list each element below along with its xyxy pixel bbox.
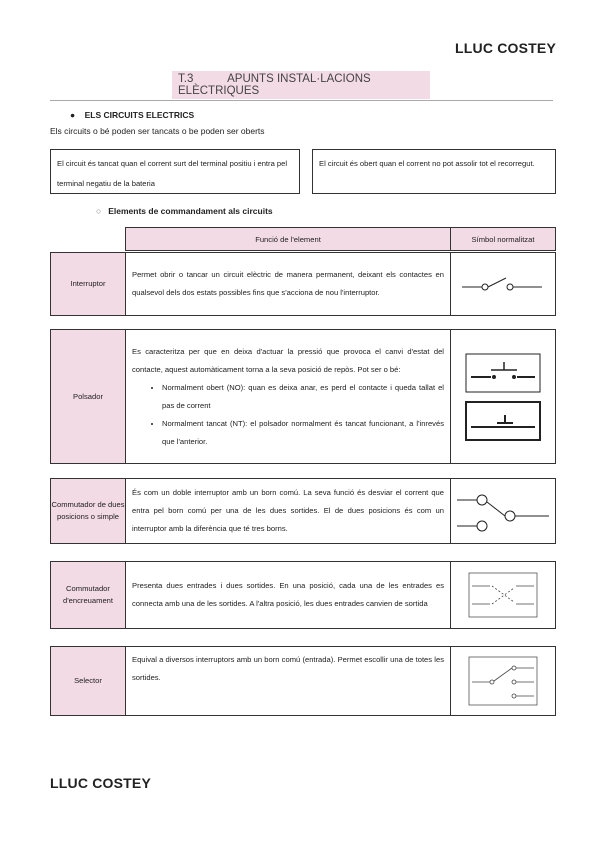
header-author: LLUC COSTEY	[455, 40, 556, 56]
list-item: • Normalment tancat (NT): el polsador normalment és tancat funcionant, a l'inrevés que l'anterior.	[162, 415, 444, 451]
row-description: Equival a diversos interruptors amb un born comú (entrada). Permet escollir una de totes les sortides.	[126, 647, 451, 716]
pushbutton-nc-icon	[465, 401, 541, 441]
row-description: És com un doble interruptor amb un born comú. La seva funció és desviar el corrent que entra pel born comú per una de les dues sortides. El de dues posicions és com un interruptor amb la diferència que té tres borns.	[126, 479, 451, 544]
table-row	[50, 329, 556, 464]
pushbutton-no-icon	[465, 353, 541, 393]
title-number: T.3	[178, 73, 194, 85]
table-header	[125, 227, 556, 251]
pushbutton-symbols	[451, 330, 556, 464]
circle-bullet-icon: ○	[96, 206, 102, 216]
closed-circuit-box: El circuit és tancat quan el corrent surt del terminal positiu i entra pel terminal negatiu de la bateria	[50, 149, 300, 194]
bullet-icon: ●	[70, 110, 76, 120]
footer-author: LLUC COSTEY	[50, 775, 151, 791]
row-name: Polsador	[51, 330, 126, 464]
row-description: Presenta dues entrades i dues sortides. En una posició, cada una de les entrades es connecta amb una de les sortides. A l'altra posició, les dues entrades canvien de sortida	[126, 562, 451, 629]
table-row	[50, 478, 556, 544]
selector-switch-icon	[451, 647, 556, 716]
col-symbol-header: Símbol normalitzat	[451, 228, 556, 251]
cross-switch-icon	[451, 562, 556, 629]
section-intro: Els circuits o bé poden ser tancats o be poden ser oberts	[50, 126, 265, 136]
col-function-header: Funció de l'element	[126, 228, 451, 251]
table-row	[50, 561, 556, 629]
row-description: Permet obrir o tancar un circuit elèctric de manera permanent, deixant els contactes en qualsevol dels dos estats possibles fins que s'acciona de nou l'interruptor.	[126, 253, 451, 316]
sub-heading: ○ Elements de commandament als circuits	[96, 206, 273, 216]
row-description	[126, 330, 451, 464]
title-text: APUNTS INSTAL·LACIONS ELÈCTRIQUES	[178, 73, 371, 97]
row-name: Interruptor	[51, 253, 126, 316]
title-divider	[50, 100, 553, 101]
row-name: Commutador de dues posicions o simple	[51, 479, 126, 544]
switch-symbol-icon	[451, 253, 556, 316]
section-heading: ● ELS CIRCUITS ELECTRICS	[70, 110, 195, 120]
row-description-text: Es caracteritza per que en deixa d'actuar la pressió que provoca el canvi d'estat del contacte, aquest automàticament torna a la seva posició de repòs. Pot ser o bé:	[132, 346, 444, 374]
list-item: • Normalment obert (NO): quan es deixa anar, es perd el contacte i queda tallat el pas de corrent	[162, 379, 444, 415]
page-title	[172, 71, 430, 99]
table-row	[50, 252, 556, 316]
open-circuit-box: El circuit és obert quan el corrent no pot assolir tot el recorregut.	[312, 149, 556, 194]
row-name: Selector	[51, 647, 126, 716]
row-name: Commutador d'encreuament	[51, 562, 126, 629]
two-way-switch-icon	[451, 479, 556, 544]
table-row	[50, 646, 556, 716]
